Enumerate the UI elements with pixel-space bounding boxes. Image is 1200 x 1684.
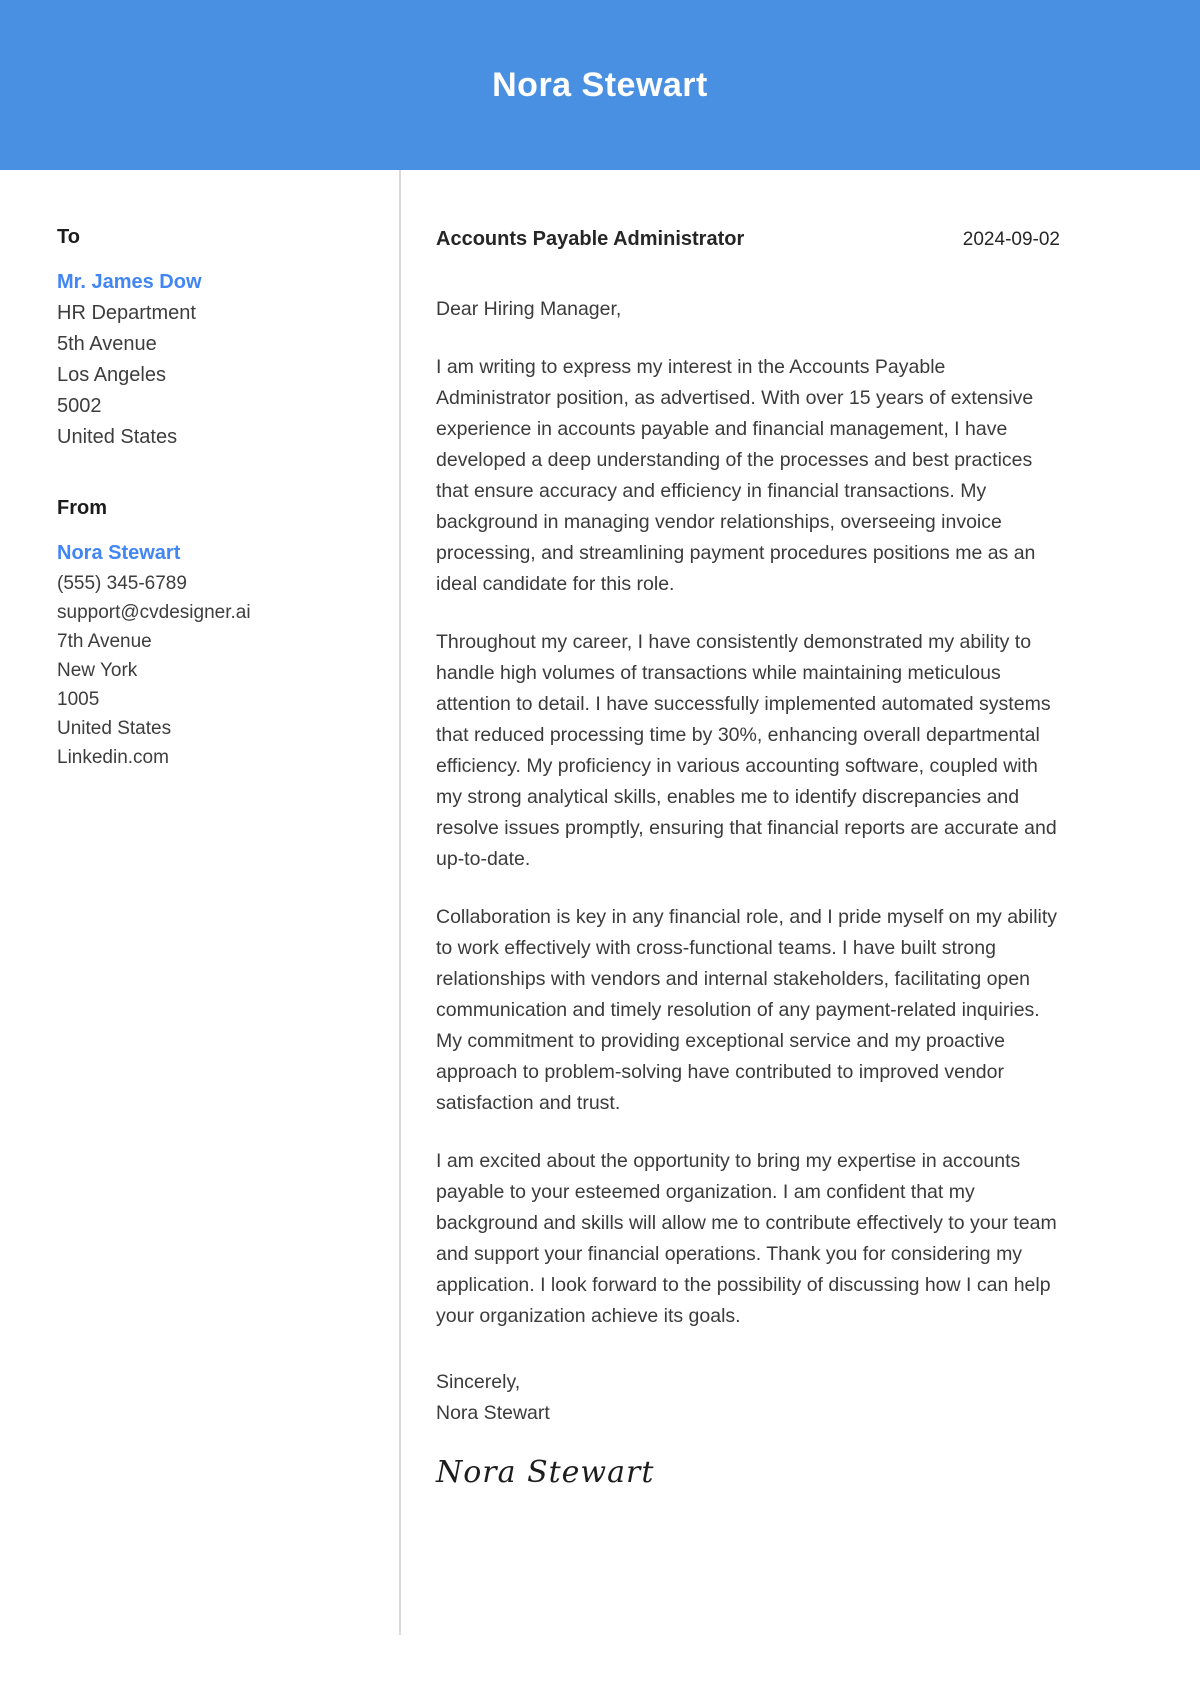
- from-heading: From: [57, 497, 107, 519]
- letter-head: [436, 228, 1060, 251]
- sender-detail-line: support@cvdesigner.ai: [57, 602, 251, 623]
- sender-detail-line: 7th Avenue: [57, 631, 152, 652]
- header-banner: [0, 0, 1200, 170]
- recipient-address-line: United States: [57, 426, 178, 448]
- letter-paragraph: I am writing to express my interest in the Accounts Payable Administrator position, as advertised. With over 15 years of extensive experience in accounts payable and financial management, I have developed a deep understanding of the processes and best practices that ensure accuracy and efficiency in financial transactions. My background in managing vendor relationships, overseeing invoice processing, and streamlining payment procedures positions me as an ideal candidate for this role.: [436, 356, 1036, 595]
- recipient-address-line: 5th Avenue: [57, 333, 157, 355]
- letter-body: [401, 170, 1200, 1635]
- to-section: [57, 226, 359, 453]
- recipient-address-line: Los Angeles: [57, 364, 166, 386]
- recipient-name-link[interactable]: Mr. James Dow: [57, 271, 202, 293]
- sender-detail-line: Linkedin.com: [57, 747, 169, 768]
- letter-paragraph: Throughout my career, I have consistently demonstrated my ability to handle high volumes of transactions while maintaining meticulous attention to detail. I have successfully implemented automated systems that reduced processing time by 30%, enhancing overall departmental efficiency. My proficiency in various accounting software, coupled with my strong analytical skills, enables me to identify discrepancies and resolve issues promptly, ensuring that financial reports are accurate and up-to-date.: [436, 631, 1057, 870]
- sender-detail-line: 1005: [57, 689, 100, 710]
- bottom-spacer: [0, 1635, 1200, 1682]
- signer-name: Nora Stewart: [436, 1402, 550, 1424]
- recipient-address-line: 5002: [57, 395, 102, 417]
- letter-paragraphs: [436, 352, 1060, 1332]
- sender-name-link[interactable]: Nora Stewart: [57, 542, 181, 564]
- from-section: [57, 497, 359, 772]
- letter-paragraph: I am excited about the opportunity to bring my expertise in accounts payable to your esteemed organization. I am confident that my background and skills will allow me to contribute effectively to your team and support your financial operations. Thank you for considering my application. I look forward to the possibility of discussing how I can help your organization achieve its goals.: [436, 1150, 1057, 1327]
- content-area: [0, 170, 1200, 1635]
- closing: Sincerely,: [436, 1371, 521, 1393]
- greeting: Dear Hiring Manager,: [436, 298, 622, 320]
- recipient-address-line: HR Department: [57, 302, 196, 324]
- sender-detail-line: United States: [57, 718, 172, 739]
- sender-detail-line: New York: [57, 660, 138, 681]
- letter-date: 2024-09-02: [962, 229, 1060, 250]
- sender-details: [57, 569, 359, 772]
- job-title: Accounts Payable Administrator: [436, 228, 745, 250]
- signature-script: Nora Stewart: [436, 1455, 655, 1490]
- letter-paragraph: Collaboration is key in any financial role, and I pride myself on my ability to work effectively with cross-functional teams. I have built strong relationships with vendors and internal stakeholders, facilitating open communication and timely resolution of any payment-related inquiries. My commitment to providing exceptional service and my proactive approach to problem-solving have contributed to improved vendor satisfaction and trust.: [436, 906, 1058, 1114]
- recipient-address: [57, 298, 359, 453]
- sidebar: [0, 170, 401, 1635]
- header-name: Nora Stewart: [492, 65, 708, 104]
- to-heading: To: [57, 226, 80, 248]
- sender-detail-line: (555) 345-6789: [57, 573, 187, 594]
